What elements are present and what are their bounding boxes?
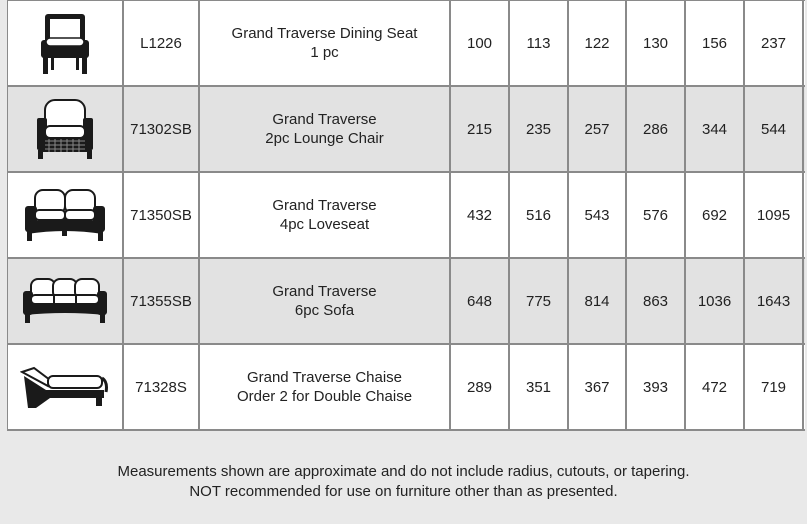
description-line-2: 1 pc <box>310 44 339 61</box>
table-row <box>8 259 805 345</box>
sofa-icon <box>21 277 109 325</box>
value-cell: 235 <box>510 87 569 171</box>
value-cell: 576 <box>627 173 686 257</box>
value-cell: 257 <box>569 87 627 171</box>
product-image-cell <box>8 259 124 343</box>
value-cell: 237 <box>745 1 804 85</box>
sku-cell: 71328S <box>124 345 200 429</box>
value-cell: 100 <box>451 1 510 85</box>
table-row <box>8 173 805 259</box>
sku-cell: 71302SB <box>124 87 200 171</box>
value-cell: 648 <box>451 259 510 343</box>
product-image-cell <box>8 173 124 257</box>
description-line-2: 6pc Sofa <box>294 302 355 319</box>
value-cell: 472 <box>686 345 745 429</box>
footer-line-1: Measurements shown are approximate and do not include radius, cutouts, or tapering. <box>117 463 690 480</box>
value-cell: 289 <box>451 345 510 429</box>
value-cell: 286 <box>627 87 686 171</box>
value-cell: 156 <box>686 1 745 85</box>
value-cell: 543 <box>569 173 627 257</box>
description-line-2: 4pc Loveseat <box>279 216 370 233</box>
table-row <box>8 87 805 173</box>
description-line-2: Order 2 for Double Chaise <box>236 388 413 405</box>
footer-line-2: NOT recommended for use on furniture other than as presented. <box>189 483 618 500</box>
sku-cell: L1226 <box>124 1 200 85</box>
value-cell: 719 <box>745 345 804 429</box>
value-cell: 215 <box>451 87 510 171</box>
description-cell <box>200 259 451 343</box>
footer-note <box>0 462 807 502</box>
product-image-cell <box>8 345 124 429</box>
description-cell <box>200 345 451 429</box>
value-cell: 1095 <box>745 173 804 257</box>
description-cell <box>200 1 451 85</box>
lounge-chair-icon <box>35 98 95 160</box>
description-line-1: Grand Traverse <box>272 283 377 300</box>
product-image-cell <box>8 1 124 85</box>
dining-chair-icon <box>37 10 93 76</box>
sku-cell: 71350SB <box>124 173 200 257</box>
description-cell <box>200 173 451 257</box>
value-cell: 775 <box>510 259 569 343</box>
value-cell: 344 <box>686 87 745 171</box>
value-cell: 1643 <box>745 259 804 343</box>
table-row <box>8 1 805 87</box>
product-table <box>7 0 805 431</box>
table-row <box>8 345 805 431</box>
description-line-1: Grand Traverse <box>272 197 377 214</box>
description-cell <box>200 87 451 171</box>
value-cell: 432 <box>451 173 510 257</box>
description-line-1: Grand Traverse Dining Seat <box>231 25 418 42</box>
value-cell: 814 <box>569 259 627 343</box>
value-cell: 544 <box>745 87 804 171</box>
description-line-2: 2pc Lounge Chair <box>265 130 384 147</box>
value-cell: 1036 <box>686 259 745 343</box>
value-cell: 113 <box>510 1 569 85</box>
value-cell: 516 <box>510 173 569 257</box>
description-line-1: Grand Traverse <box>272 111 377 128</box>
description-line-1: Grand Traverse Chaise <box>246 369 403 386</box>
value-cell: 393 <box>627 345 686 429</box>
value-cell: 692 <box>686 173 745 257</box>
value-cell: 367 <box>569 345 627 429</box>
product-image-cell <box>8 87 124 171</box>
value-cell: 863 <box>627 259 686 343</box>
value-cell: 122 <box>569 1 627 85</box>
value-cell: 130 <box>627 1 686 85</box>
loveseat-icon <box>23 188 107 242</box>
chaise-icon <box>20 364 110 410</box>
value-cell: 351 <box>510 345 569 429</box>
sku-cell: 71355SB <box>124 259 200 343</box>
